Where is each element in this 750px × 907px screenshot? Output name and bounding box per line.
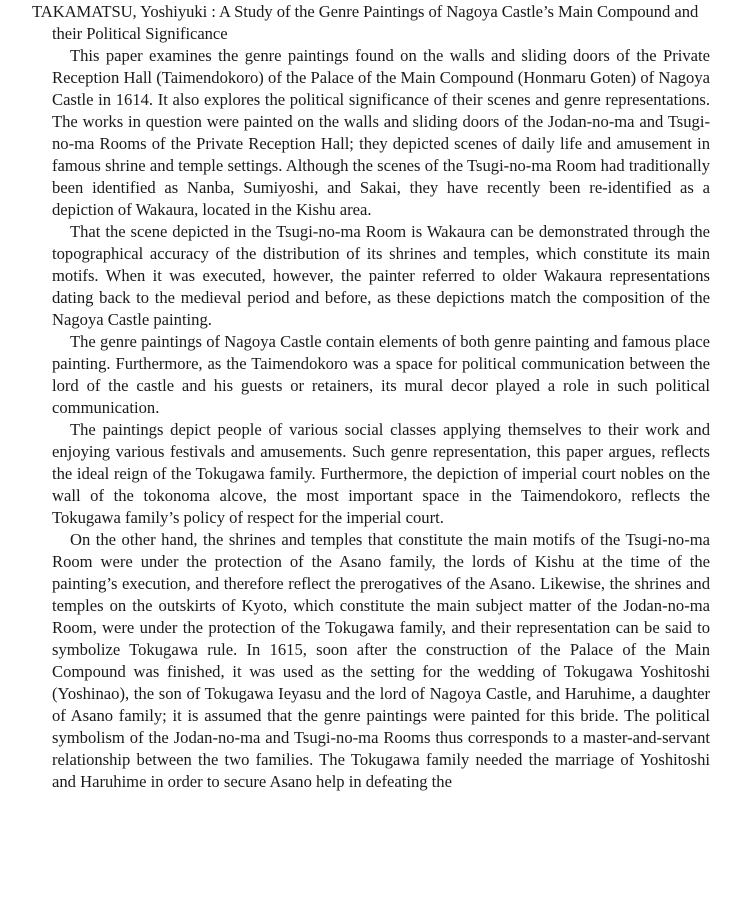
abstract-paragraph-2: That the scene depicted in the Tsugi-no-ma Room is Wakaura can be demonstrated through the topographical accuracy of the distribution of its shrines and temples, which constitute its main motifs. When it was executed, however, the painter referred to older Wakaura representations dating back to the medieval period and before, as these depictions match the composition of the Nagoya Castle painting.: [52, 222, 710, 329]
abstract-paragraph-1: This paper examines the genre paintings found on the walls and sliding doors of the Private Reception Hall (Taimendokoro) of the Palace of the Main Compound (Honmaru Goten) of Nagoya Castle in 1614. It also explores the political significance of their scenes and genre representations. The works in question were painted on the walls and sliding doors of the Jodan-no-ma and Tsugi-no-ma Rooms of the Private Reception Hall; they depicted scenes of daily life and amusement in famous shrine and temple settings. Although the scenes of the Tsugi-no-ma Room had traditionally been identified as Nanba, Sumiyoshi, and Sakai, they have recently been re-identified as a depiction of Wakaura, located in the Kishu area.: [52, 46, 710, 219]
abstract-paragraph-5: On the other hand, the shrines and temples that constitute the main motifs of the Tsugi-no-ma Room were under the protection of the Asano family, the lords of Kishu at the time of the painting’s execution, and therefore reflect the prerogatives of the Asano. Likewise, the shrines and temples on the outskirts of Kyoto, which constitute the main subject matter of the Jodan-no-ma Room, were under the protection of the Tokugawa family, and their representation can be said to symbolize Tokugawa rule. In 1615, soon after the construction of the Palace of the Main Compound was finished, it was used as the setting for the wedding of Tokugawa Yoshitoshi (Yoshinao), the son of Tokugawa Ieyasu and the lord of Nagoya Castle, and Haruhime, a daughter of Asano family; it is assumed that the genre paintings were painted for this bride. The political symbolism of the Jodan-no-ma and Tsugi-no-ma Rooms thus corresponds to a master-and-servant relationship between the two families. The Tokugawa family needed the marriage of Yoshitoshi and Haruhime in order to secure Asano help in defeating the: [52, 530, 710, 791]
article-heading: TAKAMATSU, Yoshiyuki : A Study of the Genre Paintings of Nagoya Castle’s Main Compound and their Political Significance: [32, 2, 699, 43]
abstract-paragraph-3: The genre paintings of Nagoya Castle contain elements of both genre painting and famous place painting. Furthermore, as the Taimendokoro was a space for political communication between the lord of the castle and his guests or retainers, its mural decor played a role in such political communication.: [52, 332, 710, 417]
abstract-body: [32, 45, 710, 793]
abstract-paragraph-4: The paintings depict people of various social classes applying themselves to their work and enjoying various festivals and amusements. Such genre representation, this paper argues, reflects the ideal reign of the Tokugawa family. Furthermore, the depiction of imperial court nobles on the wall of the tokonoma alcove, the most important space in the Taimendokoro, reflects the Tokugawa family’s policy of respect for the imperial court.: [52, 420, 710, 527]
